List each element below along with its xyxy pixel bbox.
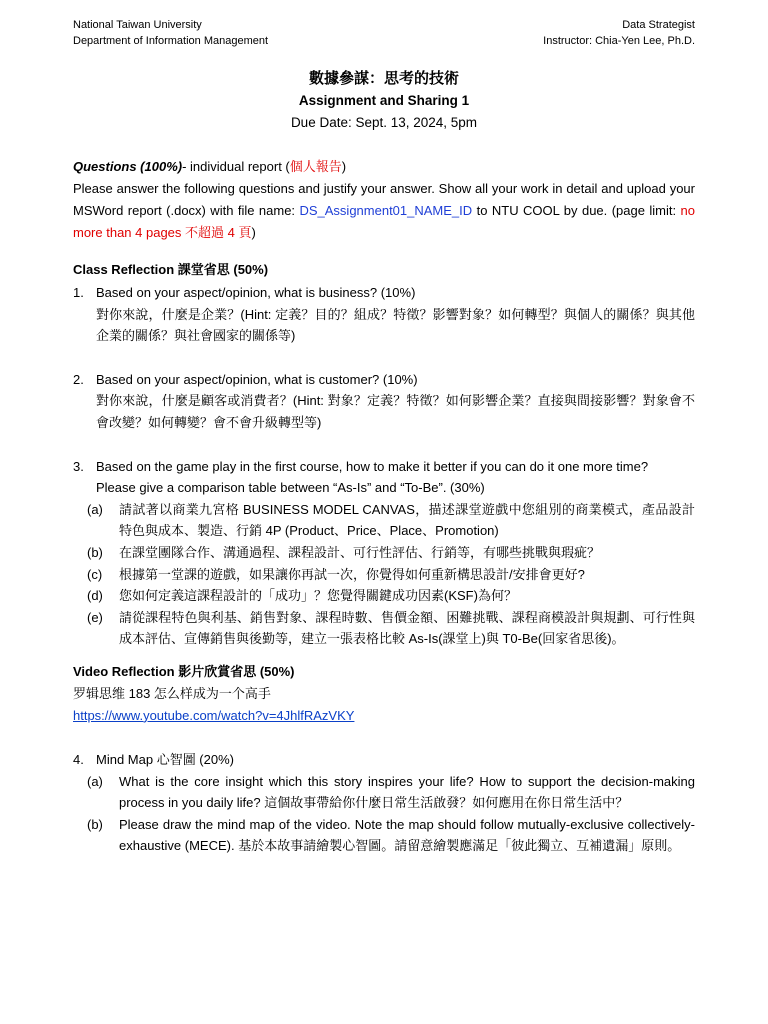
header-right [543, 17, 695, 49]
instructions-part-1: Please answer the following questions and justify your answer. Show all your work in detail and upload your MSWord report (.docx) with file name: [73, 181, 695, 218]
question-2-chinese: 對你來說，什麼是顧客或消費者？(Hint: 對象？定義？特徵？如何影響企業？直接與間接影響？對象會不會改變？如何轉變？會不會升級轉型等) [96, 393, 695, 430]
due-date: Due Date: Sept. 13, 2024, 5pm [290, 115, 478, 130]
question-4-number: 4. [73, 751, 84, 767]
video-link-line [73, 705, 695, 727]
question-1-number: 1. [73, 285, 84, 300]
sub-label: (a) [87, 773, 103, 789]
question-3 [73, 456, 695, 499]
question-3-sub-d [73, 585, 695, 607]
questions-line [73, 156, 695, 178]
sub-label: (c) [87, 566, 103, 582]
sub-label: (b) [87, 544, 103, 560]
instructions-part-2: to NTU COOL by due. (page limit: [472, 203, 681, 218]
sub-text: 您如何定義這課程設計的「成功」？您覺得關鍵成功因素(KSF)為何？ [119, 588, 517, 604]
sub-label: (e) [87, 609, 103, 625]
question-3-sub-a [73, 499, 695, 542]
sub-text: 請從課程特色與利基、銷售對象、課程時數、售價金額、困難挑戰、課程商模設計與規劃、可行性與成本評估、宣傳銷售與後勤等，建立一張表格比較 As-Is(課堂上)與 T0-Be(回家省思後)。 [119, 609, 695, 647]
title-block [0, 68, 768, 134]
sub-text: 請試著以商業九宮格 BUSINESS MODEL CANVAS，描述課堂遊戲中您組別的商業模式，產品設計特色與成本、製造、行銷 4P (Product、Price、Place、Promotion) [119, 501, 695, 539]
sub-label: (b) [87, 816, 103, 832]
question-4-sub-a [73, 771, 695, 814]
sub-text: What is the core insight which this story inspires your life? How to support the decision-making process in you daily life? 這個故事帶給你什麼日常生活啟發？如何應用在你日常生活中？ [119, 773, 695, 811]
question-3-english: Based on the game play in the first course, how to make it better if you can do it one more time? Please give a comparison table between “As-Is” and “To-Be”. (30%) [96, 458, 649, 496]
title-chinese: 數據參謀：思考的技術 [308, 70, 459, 87]
university-name: National Taiwan University [73, 19, 202, 31]
class-reflection-heading: Class Reflection 課堂省思 (50%) [73, 262, 269, 277]
question-1-english: Based on your aspect/opinion, what is business? (10%) [96, 285, 416, 300]
question-2-number: 2. [73, 371, 84, 387]
questions-intro [73, 156, 695, 857]
question-4-sub-b [73, 814, 695, 857]
question-2-english: Based on your aspect/opinion, what is customer? (10%) [96, 371, 418, 387]
question-4-title: Mind Map 心智圖 (20%) [96, 751, 234, 767]
file-name: DS_Assignment01_NAME_ID [299, 203, 473, 218]
instructor-name: Instructor: Chia-Yen Lee, Ph.D. [543, 35, 695, 47]
question-3-sub-c [73, 564, 695, 586]
questions-label: Questions (100%) [73, 159, 183, 174]
instructions-paragraph [73, 178, 695, 244]
instructions-end: ) [251, 225, 256, 240]
sub-label: (a) [87, 501, 103, 517]
video-link[interactable]: https://www.youtube.com/watch?v=4JhlfRAzVKY [73, 707, 355, 723]
individual-report-zh: 個人報告 [289, 159, 342, 174]
sub-text: 在課堂團隊合作、溝通過程、課程設計、可行性評估、行銷等，有哪些挑戰與瑕疵？ [119, 544, 601, 560]
question-2 [73, 369, 695, 434]
video-title: 罗辑思维 183 怎么样成为一个高手 [73, 685, 271, 701]
sub-label: (d) [87, 588, 103, 604]
question-3-sub-b [73, 542, 695, 564]
question-1 [73, 282, 695, 347]
questions-after-label: - individual report ( [182, 159, 290, 174]
sub-text: Please draw the mind map of the video. Note the map should follow mutually-exclusive collectively-exhaustive (MECE). 基於本故事請繪製心智圖。請留意繪製應滿足「彼此獨立、互補遺漏」原則。 [119, 816, 695, 854]
department-name: Department of Information Management [73, 35, 269, 47]
question-3-sub-e [73, 607, 695, 650]
page-limit: no more than 4 pages 不超過 4 頁 [73, 203, 695, 240]
course-name: Data Strategist [622, 19, 695, 31]
questions-close: ) [341, 159, 347, 174]
title-english: Assignment and Sharing 1 [298, 93, 470, 108]
question-4 [73, 749, 695, 771]
video-reflection-heading: Video Reflection 影片欣賞省思 (50%) [73, 663, 295, 679]
question-1-chinese: 對你來說，什麼是企業？(Hint: 定義？目的？組成？特徵？影響對象？如何轉型？與個人的關係？與其他企業的關係？與社會國家的關係等) [96, 306, 695, 344]
question-3-number: 3. [73, 458, 84, 474]
header-left [73, 17, 268, 49]
sub-text: 根據第一堂課的遊戲，如果讓你再試一次，你覺得如何重新構思設計/安排會更好? [119, 566, 585, 582]
